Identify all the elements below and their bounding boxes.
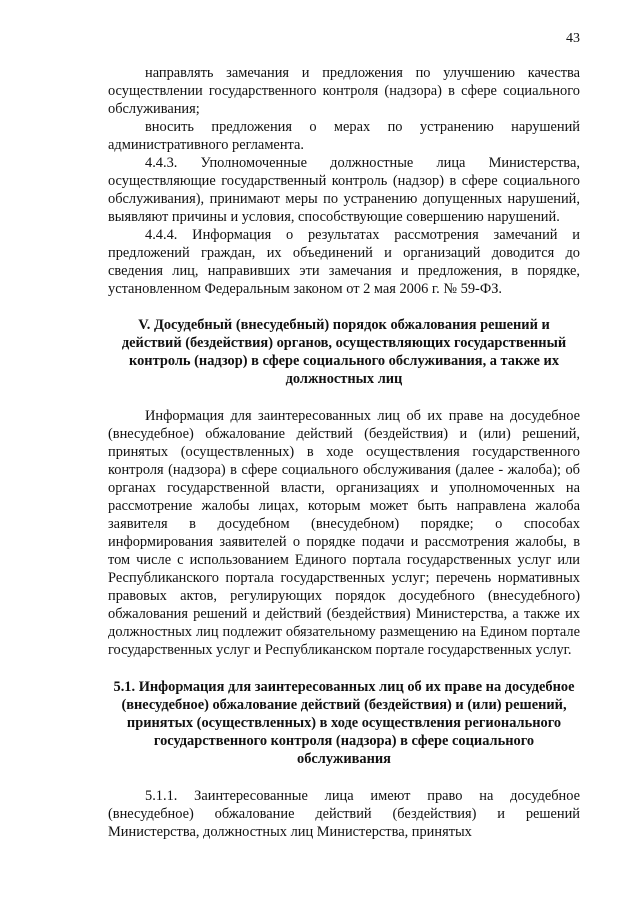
spacer xyxy=(108,768,580,787)
section-5-1-heading: 5.1. Информация для заинтересованных лиц об их праве на досудебное (внесудебное) обжалование действий (бездействия) и (или) решений, принятых (осуществленных) в ходе осуществления регионального государственного контроля (надзора) в сфере социального обслуживания xyxy=(113,679,575,767)
paragraph-4-4-4: 4.4.4. Информация о результатах рассмотрения замечаний и предложений граждан, их объединений и организаций доводится до сведения лиц, направивших эти замечания и предложения, в порядке, установленном Федеральным законом от 2 мая 2006 г. № 59-ФЗ. xyxy=(108,227,580,297)
paragraph-complaint-information: Информация для заинтересованных лиц об их праве на досудебное (внесудебное) обжалование действий (бездействия) и (или) решений, принятых (осуществленных) в ходе осуществления государственного контроля (надзора) в сфере социального обслуживания (далее - жалоба); об органах государственной власти, организациях и уполномоченных на рассмотрение жалобы лицах, которым может быть направлена жалоба заявителя в досудебном (внесудебном) порядке; о способах информирования заявителей о порядке подачи и рассмотрения жалобы, в том числе с использованием Единого портала государственных услуг или Республиканского портала государственных услуг; перечень нормативных правовых актов, регулирующих порядок досудебного (внесудебного) обжалования решений и действий (бездействия) Министерства, а также их должностных лиц подлежит обязательному размещению на Едином портале государственных услуг и Республиканском портале государственных услуг. xyxy=(108,408,580,658)
spacer xyxy=(108,659,580,678)
paragraph-submit-proposals: вносить предложения о мерах по устранению нарушений административного регламента. xyxy=(108,119,580,153)
document-body xyxy=(108,64,580,841)
page-number: 43 xyxy=(566,31,580,46)
section-v-heading: V. Досудебный (внесудебный) порядок обжалования решений и действий (бездействия) органов, осуществляющих государственный контроль (надзор) в сфере социального обслуживания, а также их должностных лиц xyxy=(121,317,567,387)
paragraph-send-remarks: направлять замечания и предложения по улучшению качества осуществлении государственного контроля (надзора) в сфере социального обслуживания; xyxy=(108,65,580,117)
spacer xyxy=(108,298,580,316)
paragraph-4-4-3: 4.4.3. Уполномоченные должностные лица Министерства, осуществляющие государственный контроль (надзор) в сфере социального обслуживания), принимают меры по устранению допущенных нарушений, выявляют причины и условия, способствующие совершению нарушений. xyxy=(108,155,580,225)
paragraph-5-1-1: 5.1.1. Заинтересованные лица имеют право на досудебное (внесудебное) обжалование действий (бездействия) и решений Министерства, должностных лиц Министерства, принятых xyxy=(108,788,580,840)
spacer xyxy=(108,388,580,407)
